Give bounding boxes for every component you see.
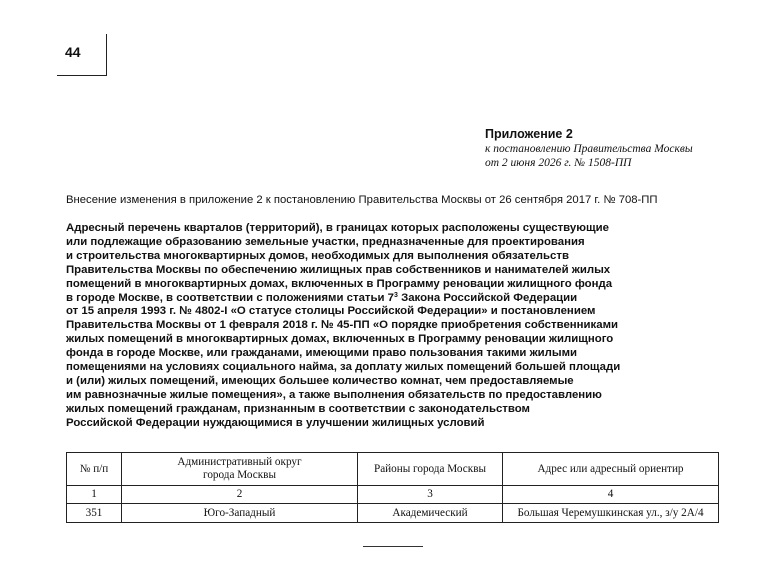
heading-line: и (или) жилых помещений, имеющих большее количество комнат, чем предоставляемые [66, 374, 574, 387]
heading-line: Правительства Москвы от 1 февраля 2018 г. № 45-ПП «О порядке приобретения собственниками [66, 319, 619, 332]
appendix-title: Приложение 2 [485, 127, 573, 141]
heading-line: Адресный перечень кварталов (территорий), в границах которых расположены существующие [66, 222, 609, 234]
header-num: № п/п [67, 453, 122, 486]
heading-line: Правительства Москвы по обеспечению жилищных прав собственников и нанимателей жилых [66, 263, 611, 276]
page-number: 44 [57, 34, 107, 76]
appendix-date-line: от 2 июня 2026 г. № 1508-ПП [485, 157, 632, 169]
row-num: 351 [67, 504, 122, 523]
footer-rule [363, 546, 423, 547]
header-district [122, 453, 358, 486]
column-number-row [67, 486, 719, 504]
heading-line: Российской Федерации нуждающимися в улучшении жилищных условий [66, 416, 485, 429]
header-district-line2: города Москвы [203, 469, 276, 481]
address-table [66, 452, 719, 523]
appendix-block [485, 127, 745, 170]
header-area: Районы города Москвы [358, 453, 503, 486]
heading-line-part: в городе Москве, в соответствии с положениями статьи 7 [66, 291, 394, 304]
document-heading [66, 222, 726, 431]
heading-line: фонда в городе Москве, или гражданами, имеющими право пользования такими жилыми [66, 347, 578, 360]
row-area: Академический [358, 504, 503, 523]
row-address: Большая Черемушкинская ул., з/у 2А/4 [503, 504, 719, 523]
column-number: 1 [67, 486, 122, 504]
heading-line: и строительства многоквартирных домов, необходимых для выполнения обязательств [66, 249, 569, 262]
header-address: Адрес или адресный ориентир [503, 453, 719, 486]
header-district-line1: Административный округ [177, 456, 302, 468]
article-superscript: 3 [394, 291, 398, 299]
column-number: 3 [358, 486, 503, 504]
heading-line-part: Закона Российской Федерации [397, 291, 578, 304]
heading-line [66, 292, 726, 306]
heading-line: или подлежащие образованию земельные участки, предназначенные для проектирования [66, 235, 585, 248]
heading-line: помещениями на условиях социального найма, за доплату жилых помещений большей площади [66, 361, 621, 374]
heading-line: от 15 апреля 1993 г. № 4802-I «О статусе столицы Российской Федерации» и постановлением [66, 305, 596, 318]
heading-line: помещений в многоквартирных домах, включенных в Программу реновации жилищного фонда [66, 277, 613, 290]
row-district: Юго-Западный [122, 504, 358, 523]
column-number: 4 [503, 486, 719, 504]
column-number: 2 [122, 486, 358, 504]
table-header-row [67, 453, 719, 486]
heading-line: жилых помещений в многоквартирных домах, включенных в Программу реновации жилищного [66, 333, 614, 346]
appendix-resolution-line: к постановлению Правительства Москвы [485, 143, 693, 155]
heading-line: жилых помещений гражданам, признанным в соответствии с законодательством [66, 402, 530, 415]
table-row [67, 504, 719, 523]
amendment-note: Внесение изменения в приложение 2 к постановлению Правительства Москвы от 26 сентября 2017 г. № 708-ПП [66, 194, 658, 206]
heading-line: им равнозначные жилые помещения», а также выполнения обязательств по предоставлению [66, 388, 602, 401]
